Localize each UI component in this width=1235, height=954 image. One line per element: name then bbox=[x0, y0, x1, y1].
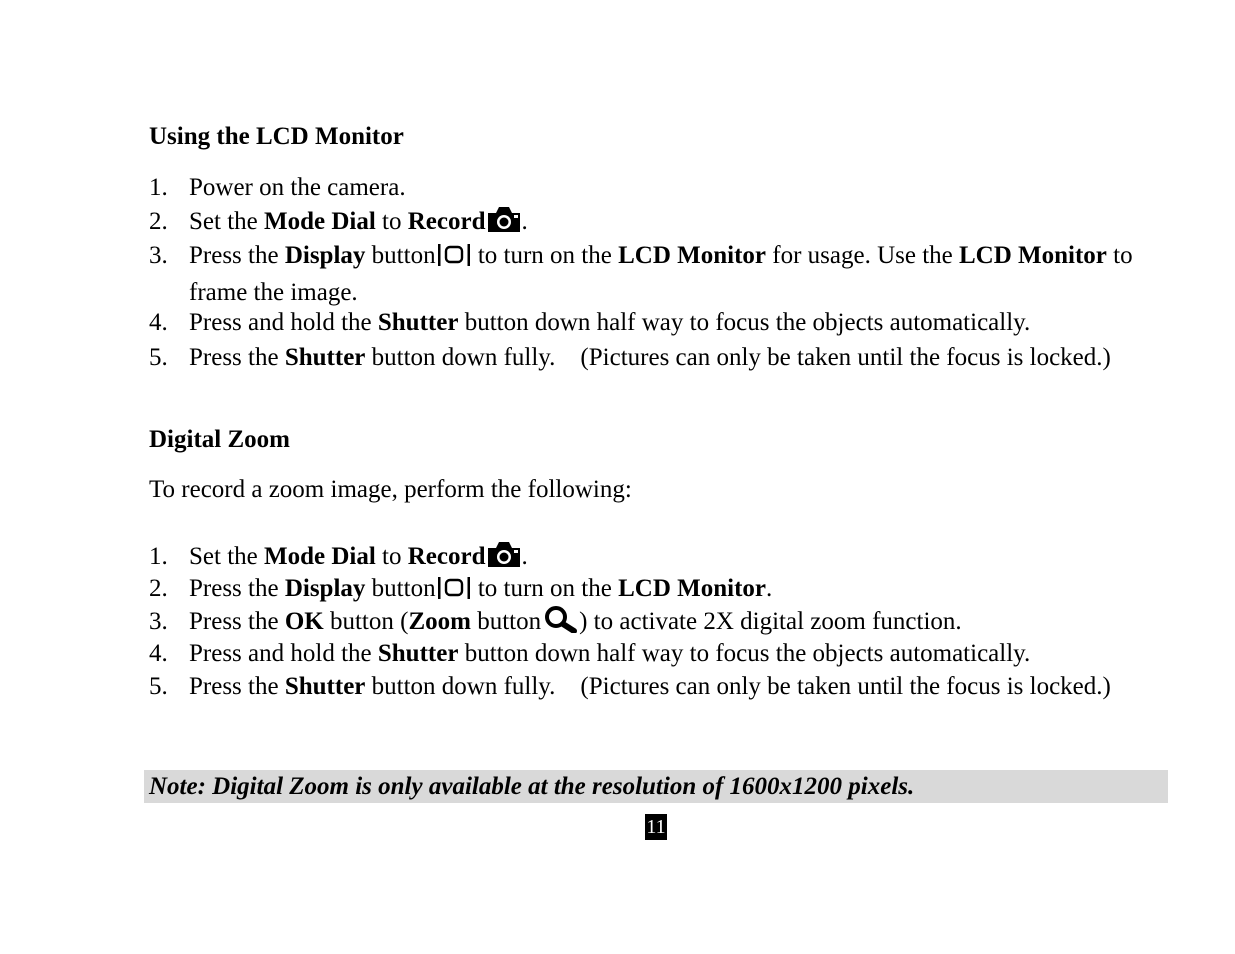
list-item bbox=[149, 171, 1149, 204]
step-number: 1. bbox=[149, 174, 168, 201]
step-number: 4. bbox=[149, 309, 168, 336]
list-item bbox=[149, 239, 1149, 309]
step-text: Press the OK button (Zoom button ) to activate 2X digital zoom function. bbox=[189, 605, 1149, 642]
page-number: 11 bbox=[646, 816, 666, 838]
step-text: Press and hold the Shutter button down half way to focus the objects automatically. bbox=[189, 309, 1031, 336]
note-text: Note: Digital Zoom is only available at the resolution of 1600x1200 pixels. bbox=[149, 773, 915, 800]
display-button-icon bbox=[436, 243, 472, 276]
list-item bbox=[149, 637, 1149, 670]
list-item bbox=[149, 341, 1149, 374]
step-number: 2. bbox=[149, 208, 168, 235]
step-number: 5. bbox=[149, 673, 168, 700]
step-number: 4. bbox=[149, 640, 168, 667]
list-item bbox=[149, 670, 1149, 703]
list-item bbox=[149, 306, 1149, 339]
step-text: Press and hold the Shutter button down half way to focus the objects automatically. bbox=[189, 640, 1031, 667]
step-text: Power on the camera. bbox=[189, 174, 406, 201]
step-text: Press the Display button to turn on the LCD Monitor for usage. Use the LCD Monitor to frame the image. bbox=[189, 242, 1133, 306]
intro-text: To record a zoom image, perform the following: bbox=[149, 476, 632, 503]
step-number: 3. bbox=[149, 242, 168, 269]
step-number: 1. bbox=[149, 543, 168, 570]
list-item bbox=[149, 572, 1149, 609]
section-heading-lcd-monitor: Using the LCD Monitor bbox=[149, 123, 404, 150]
step-text: Press the Display button to turn on the LCD Monitor. bbox=[189, 572, 1149, 609]
step-number: 5. bbox=[149, 344, 168, 371]
camera-icon bbox=[486, 205, 522, 242]
step-text: Press the Shutter button down fully. (Pictures can only be taken until the focus is locked.) bbox=[189, 344, 1111, 371]
step-number: 2. bbox=[149, 575, 168, 602]
step-text: Set the Mode Dial to Record . bbox=[189, 540, 1149, 577]
section-heading-digital-zoom: Digital Zoom bbox=[149, 426, 290, 453]
list-item bbox=[149, 205, 1149, 242]
step-text: Press the Shutter button down fully. (Pictures can only be taken until the focus is locked.) bbox=[189, 673, 1111, 700]
step-text: Set the Mode Dial to Record . bbox=[189, 205, 1149, 242]
step-number: 3. bbox=[149, 608, 168, 635]
